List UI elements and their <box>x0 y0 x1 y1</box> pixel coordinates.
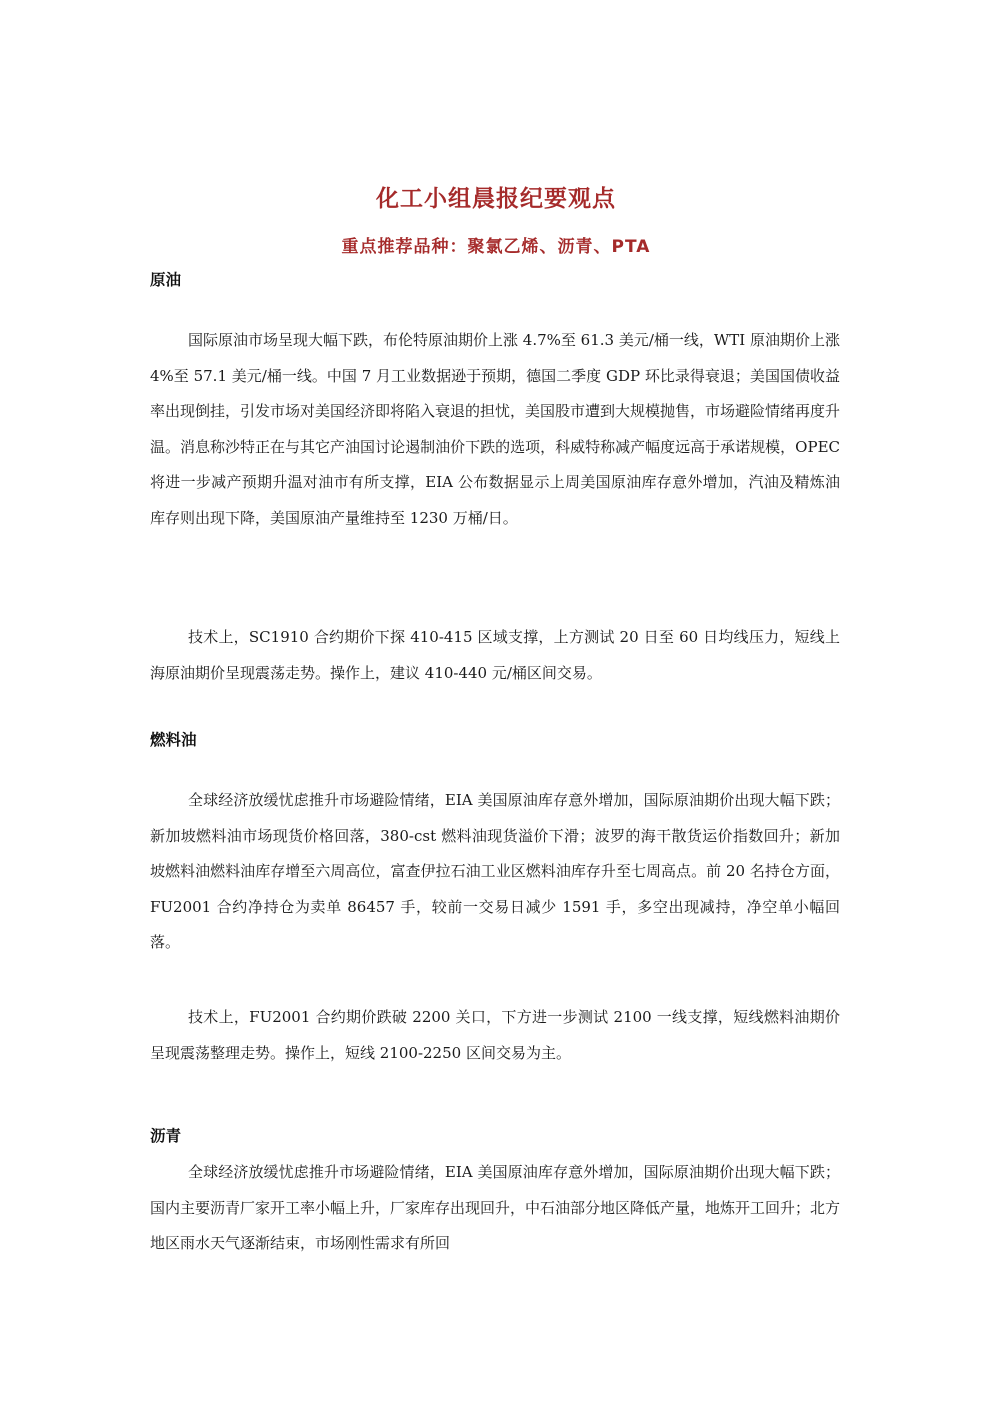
page-subtitle: 重点推荐品种：聚氯乙烯、沥青、PTA <box>341 237 651 257</box>
crude-oil-paragraph-2: 技术上，SC1910 合约期价下探 410-415 区域支撑，上方测试 20 日至 60 日均线压力，短线上海原油期价呈现震荡走势。操作上，建议 410-440 元/桶区间交易。 <box>150 628 840 682</box>
crude-oil-paragraph-1: 国际原油市场呈现大幅下跌，布伦特原油期价上涨 4.7%至 61.3 美元/桶一线，WTI 原油期价上涨 4%至 57.1 美元/桶一线。中国 7 月工业数据逊于预期，德国二季度 GDP 环比录得衰退；美国国债收益率出现倒挂，引发市场对美国经济即将陷入衰退的担忧，美国股市遭到大规模抛售，市场避险情绪再度升温。消息称沙特正在与其它产油国讨论遏制油价下跌的选项，科威特称减产幅度远高于承诺规模，OPEC 将进一步减产预期升温对油市有所支撑，EIA 公布数据显示上周美国原油库存意外增加，汽油及精炼油库存则出现下降，美国原油产量维持至 1230 万桶/日。 <box>150 331 841 527</box>
section-heading-crude-oil: 原油 <box>150 271 182 289</box>
section-heading-fuel-oil: 燃料油 <box>150 731 197 749</box>
fuel-oil-paragraph-2: 技术上，FU2001 合约期价跌破 2200 关口，下方进一步测试 2100 一线支撑，短线燃料油期价呈现震荡整理走势。操作上，短线 2100-2250 区间交易为主。 <box>150 1008 840 1062</box>
fuel-oil-paragraph-1: 全球经济放缓忧虑推升市场避险情绪，EIA 美国原油库存意外增加，国际原油期价出现大幅下跌；新加坡燃料油市场现货价格回落，380-cst 燃料油现货溢价下滑；波罗的海干散货运价指数回升；新加坡燃料油燃料油库存增至六周高位，富查伊拉石油工业区燃料油库存升至七周高点。前 20 名持仓方面，FU2001 合约净持仓为卖单 86457 手，较前一交易日减少 1591 手，多空出现减持，净空单小幅回落。 <box>150 791 840 952</box>
section-heading-asphalt: 沥青 <box>150 1127 182 1145</box>
page-title: 化工小组晨报纪要观点 <box>376 186 616 212</box>
asphalt-paragraph-1: 全球经济放缓忧虑推升市场避险情绪，EIA 美国原油库存意外增加，国际原油期价出现大幅下跌；国内主要沥青厂家开工率小幅上升，厂家库存出现回升，中石油部分地区降低产量，地炼开工回升；北方地区雨水天气逐渐结束，市场刚性需求有所回 <box>150 1163 841 1253</box>
